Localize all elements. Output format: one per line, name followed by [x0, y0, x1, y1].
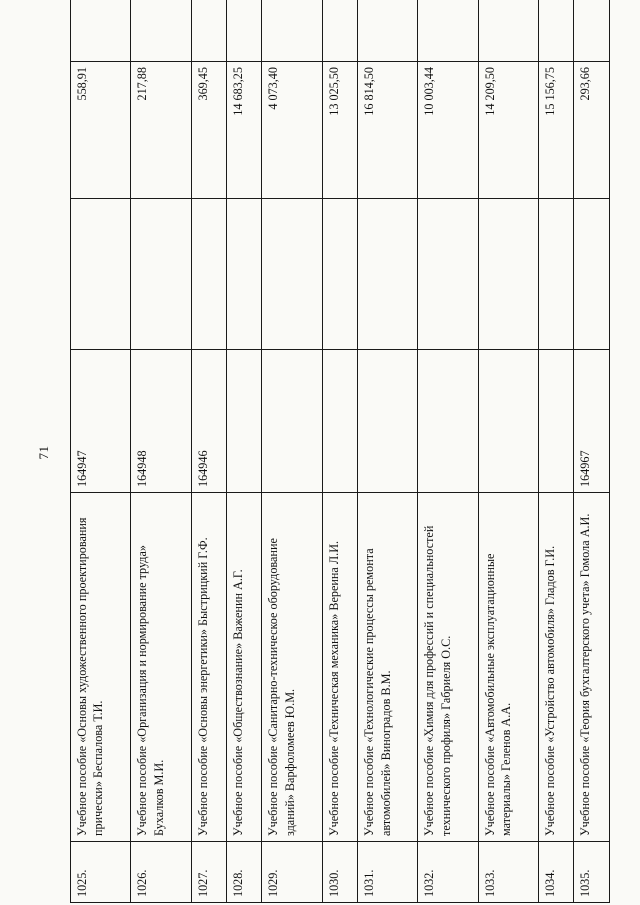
item-name-cell: Учебное пособие «Основы энергетики» Быстрицкий Г.Ф.: [191, 493, 226, 842]
row-number-cell: 1028.: [227, 842, 262, 903]
inventory-code-cell: [478, 350, 538, 493]
row-number-cell: 1025.: [71, 842, 131, 903]
amount-cell: 217,88: [131, 62, 191, 199]
amount-cell: 10 003,44: [418, 62, 478, 199]
amount-cell: 293,66: [574, 62, 610, 199]
table-row: [574, 0, 610, 903]
amount-cell: 13 025,50: [322, 62, 357, 199]
item-name-cell: Учебное пособие «Химия для профессий и специальностей технического профиля» Габриеля О.С.: [418, 493, 478, 842]
row-number-cell: 1027.: [191, 842, 226, 903]
item-name-cell: Учебное пособие «Техническая механика» Вереина Л.И.: [322, 493, 357, 842]
page-number: 71: [36, 445, 51, 460]
empty-cell: [262, 199, 322, 350]
empty-cell: [358, 0, 418, 62]
row-number-cell: 1029.: [262, 842, 322, 903]
empty-cell: [322, 199, 357, 350]
empty-cell: [358, 199, 418, 350]
amount-cell: 369,45: [191, 62, 226, 199]
row-number-cell: 1033.: [478, 842, 538, 903]
empty-cell: [574, 0, 610, 62]
item-name-cell: Учебное пособие «Технологические процессы ремонта автомобилей» Виноградов В.М.: [358, 493, 418, 842]
row-number-cell: 1032.: [418, 842, 478, 903]
inventory-code-cell: [227, 350, 262, 493]
table-row: [418, 0, 478, 903]
amount-cell: 15 156,75: [539, 62, 574, 199]
empty-cell: [131, 199, 191, 350]
row-number-cell: 1035.: [574, 842, 610, 903]
empty-cell: [418, 0, 478, 62]
amount-cell: 16 814,50: [358, 62, 418, 199]
table-body: [71, 0, 610, 903]
table-row: [358, 0, 418, 903]
empty-cell: [131, 0, 191, 62]
empty-cell: [478, 199, 538, 350]
empty-cell: [322, 0, 357, 62]
table-row: [227, 0, 262, 903]
item-name-cell: Учебное пособие «Автомобильные эксплуатационные материалы» Геленов А.А.: [478, 493, 538, 842]
empty-cell: [418, 199, 478, 350]
amount-cell: 558,91: [71, 62, 131, 199]
inventory-code-cell: [262, 350, 322, 493]
amount-cell: 14 683,25: [227, 62, 262, 199]
inventory-code-cell: [539, 350, 574, 493]
empty-cell: [191, 199, 226, 350]
empty-cell: [539, 199, 574, 350]
row-number-cell: 1034.: [539, 842, 574, 903]
table-row: [191, 0, 226, 903]
empty-cell: [71, 199, 131, 350]
empty-cell: [191, 0, 226, 62]
inventory-code-cell: 164947: [71, 350, 131, 493]
table-row: [262, 0, 322, 903]
row-number-cell: 1030.: [322, 842, 357, 903]
empty-cell: [262, 0, 322, 62]
inventory-code-cell: 164946: [191, 350, 226, 493]
inventory-code-cell: [322, 350, 357, 493]
table-row: [322, 0, 357, 903]
item-name-cell: Учебное пособие «Организация и нормирование труда» Бухалков М.И.: [131, 493, 191, 842]
table-row: [71, 0, 131, 903]
amount-cell: 14 209,50: [478, 62, 538, 199]
inventory-code-cell: [418, 350, 478, 493]
empty-cell: [71, 0, 131, 62]
item-name-cell: Учебное пособие «Санитарно-техническое оборудование зданий» Варфоломеев Ю.М.: [262, 493, 322, 842]
item-name-cell: Учебное пособие «Основы художественного проектирования прически» Беспалова Т.И.: [71, 493, 131, 842]
empty-cell: [539, 0, 574, 62]
empty-cell: [574, 199, 610, 350]
empty-cell: [478, 0, 538, 62]
inventory-table: [70, 0, 610, 903]
row-number-cell: 1031.: [358, 842, 418, 903]
empty-cell: [227, 0, 262, 62]
inventory-code-cell: [358, 350, 418, 493]
inventory-code-cell: 164967: [574, 350, 610, 493]
inventory-code-cell: 164948: [131, 350, 191, 493]
item-name-cell: Учебное пособие «Теория бухгалтерского учета» Гомола А.И.: [574, 493, 610, 842]
row-number-cell: 1026.: [131, 842, 191, 903]
empty-cell: [227, 199, 262, 350]
item-name-cell: Учебное пособие «Обществознание» Важенин А.Г.: [227, 493, 262, 842]
item-name-cell: Учебное пособие «Устройство автомобиля» Гладов Г.И.: [539, 493, 574, 842]
table-row: [478, 0, 538, 903]
amount-cell: 4 073,40: [262, 62, 322, 199]
table-row: [539, 0, 574, 903]
table-row: [131, 0, 191, 903]
